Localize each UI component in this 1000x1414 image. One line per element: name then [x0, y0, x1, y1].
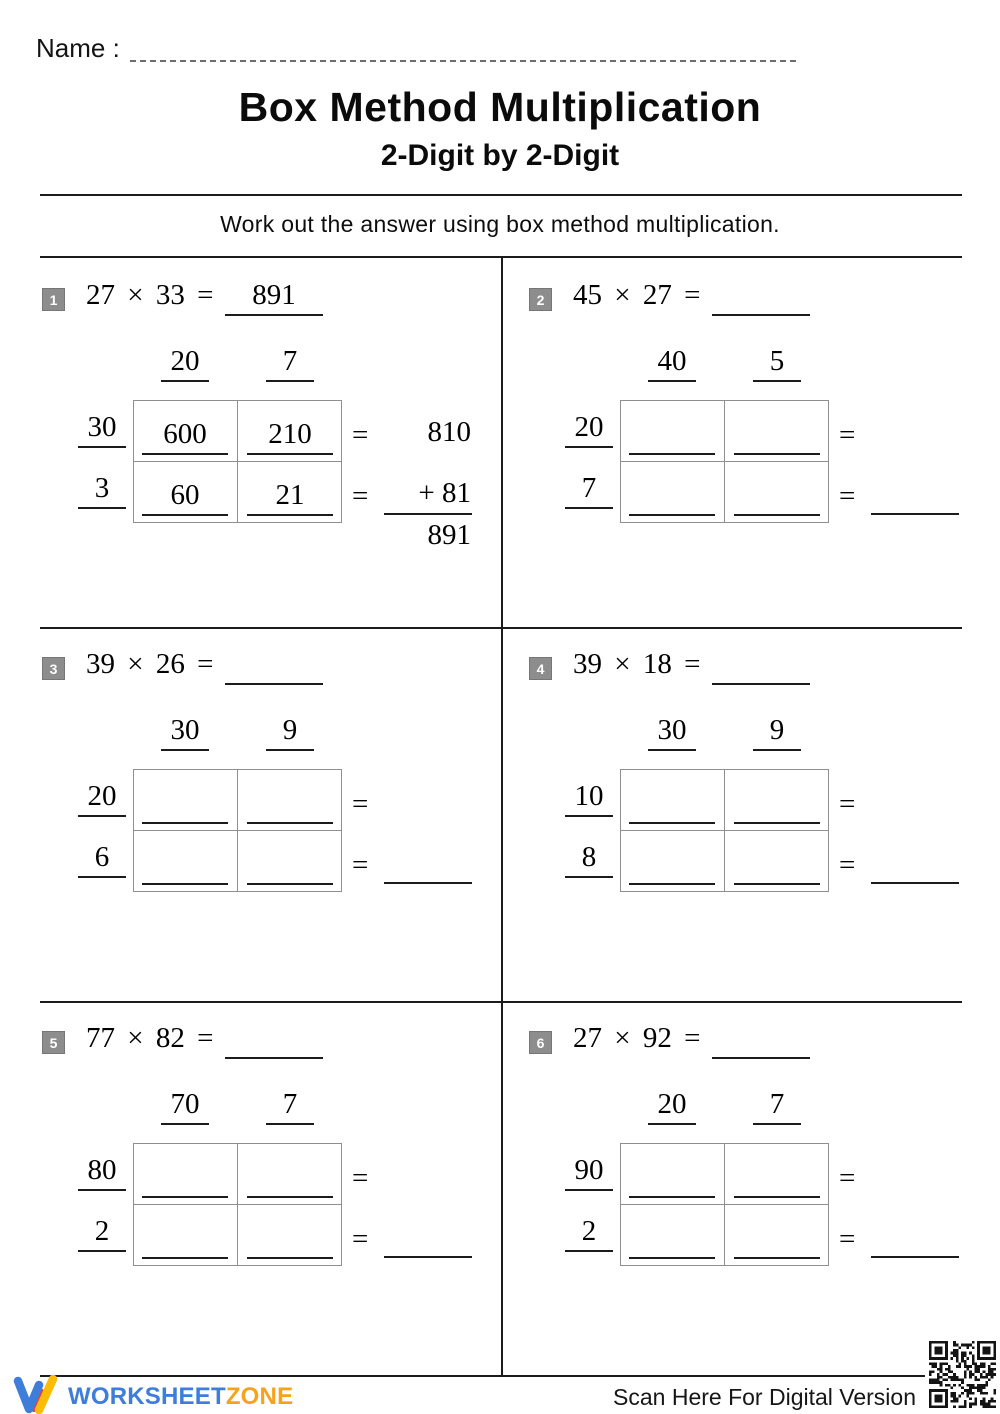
row-header-2: 8: [565, 840, 613, 878]
problem-5: [40, 1001, 500, 1361]
box-cell-1-2: 210: [247, 417, 333, 455]
total-blank-line: [384, 1256, 472, 1258]
problem-expression: 27 × 92 =: [573, 1022, 701, 1054]
box-cell-2-2: [247, 847, 333, 885]
page-subtitle: 2-Digit by 2-Digit: [380, 139, 620, 172]
column-header-1: 30: [161, 713, 209, 751]
equals-sign: =: [352, 788, 369, 820]
instruction-text: Work out the answer using box method multiplication.: [220, 211, 780, 237]
row-header-2: 2: [78, 1214, 126, 1252]
total-blank-line: [384, 513, 472, 515]
equals-sign: =: [839, 1223, 856, 1255]
equals-sign: =: [839, 1162, 856, 1194]
partial-product-1: 810: [427, 416, 471, 448]
brand-zone-text: ZONE: [225, 1383, 294, 1410]
box-cell-2-1: [142, 847, 228, 885]
box-horizontal-divider: [134, 461, 341, 463]
header-rule: [40, 194, 962, 196]
column-header-2: 9: [266, 713, 314, 751]
equals-sign: =: [839, 419, 856, 451]
box-cell-2-2: [734, 1221, 820, 1259]
partial-product-2: + 81: [418, 477, 471, 509]
answer-blank: [225, 1018, 323, 1059]
column-header-1: 20: [648, 1087, 696, 1125]
total-blank-line: [871, 513, 959, 515]
box-cell-1-1: 600: [142, 417, 228, 455]
page-title: Box Method Multiplication: [238, 84, 762, 130]
row-header-2: 2: [565, 1214, 613, 1252]
box-cell-2-2: [734, 847, 820, 885]
box-cell-2-1: [629, 1221, 715, 1259]
row-header-2: 7: [565, 471, 613, 509]
problem-4: [527, 627, 987, 987]
problem-expression: 45 × 27 =: [573, 279, 701, 311]
column-header-2: 7: [266, 344, 314, 382]
column-header-1: 40: [648, 344, 696, 382]
box-cell-1-2: [734, 417, 820, 455]
brand-worksheet-text: WORKSHEET: [68, 1383, 226, 1410]
box-cell-1-1: [142, 786, 228, 824]
problem-expression: 39 × 26 =: [86, 648, 214, 680]
box-horizontal-divider: [621, 461, 828, 463]
name-label: Name :: [36, 33, 120, 63]
equals-sign: =: [352, 480, 369, 512]
box-cell-2-1: 60: [142, 478, 228, 516]
problem-expression: 39 × 18 =: [573, 648, 701, 680]
qr-code: [925, 1337, 999, 1412]
column-header-2: 9: [753, 713, 801, 751]
box-cell-2-1: [629, 478, 715, 516]
row-header-1: 20: [565, 410, 613, 448]
column-header-2: 7: [753, 1087, 801, 1125]
answer-blank: [712, 644, 810, 685]
problem-number-badge: 1: [42, 288, 65, 311]
box-cell-2-2: [247, 1221, 333, 1259]
box-cell-1-1: [142, 1160, 228, 1198]
row-header-1: 30: [78, 410, 126, 448]
box-cell-1-2: [734, 786, 820, 824]
box-cell-1-2: [247, 786, 333, 824]
box-cell-2-1: [142, 1221, 228, 1259]
row-header-1: 90: [565, 1153, 613, 1191]
equals-sign: =: [839, 788, 856, 820]
equals-sign: =: [839, 480, 856, 512]
problem-6: [527, 1001, 987, 1361]
column-header-2: 5: [753, 344, 801, 382]
row-header-1: 20: [78, 779, 126, 817]
box-cell-1-1: [629, 1160, 715, 1198]
answer-blank: [712, 275, 810, 316]
column-header-1: 70: [161, 1087, 209, 1125]
box-cell-1-1: [629, 786, 715, 824]
problem-expression: 27 × 33 =: [86, 279, 214, 311]
scan-here-text: Scan Here For Digital Version: [613, 1384, 916, 1410]
total-blank-line: [871, 882, 959, 884]
row-header-2: 6: [78, 840, 126, 878]
name-blank-line: [130, 34, 796, 62]
box-cell-2-2: 21: [247, 478, 333, 516]
total-value: 891: [427, 519, 471, 551]
problem-number-badge: 3: [42, 657, 65, 680]
equals-sign: =: [352, 849, 369, 881]
qr-code-svg: [929, 1341, 996, 1408]
equals-sign: =: [352, 1223, 369, 1255]
box-horizontal-divider: [134, 1204, 341, 1206]
equals-sign: =: [352, 1162, 369, 1194]
problem-3: [40, 627, 500, 987]
equals-sign: =: [839, 849, 856, 881]
problem-number-badge: 6: [529, 1031, 552, 1054]
box-cell-1-2: [734, 1160, 820, 1198]
box-cell-2-1: [629, 847, 715, 885]
brand-logo-text: [68, 1383, 293, 1411]
total-blank-line: [871, 1256, 959, 1258]
problem-number-badge: 4: [529, 657, 552, 680]
column-header-2: 7: [266, 1087, 314, 1125]
box-horizontal-divider: [134, 830, 341, 832]
box-cell-2-2: [734, 478, 820, 516]
answer-blank: [712, 1018, 810, 1059]
column-divider: [501, 256, 503, 1377]
row-header-1: 80: [78, 1153, 126, 1191]
column-header-1: 20: [161, 344, 209, 382]
answer-blank: 891: [225, 275, 323, 316]
problem-expression: 77 × 82 =: [86, 1022, 214, 1054]
equals-sign: =: [352, 419, 369, 451]
problem-1: [40, 258, 500, 618]
box-horizontal-divider: [621, 1204, 828, 1206]
problem-number-badge: 2: [529, 288, 552, 311]
total-blank-line: [384, 882, 472, 884]
row-header-1: 10: [565, 779, 613, 817]
worksheetzone-w-logo-icon: [12, 1375, 62, 1414]
box-horizontal-divider: [621, 830, 828, 832]
problem-number-badge: 5: [42, 1031, 65, 1054]
row-header-2: 3: [78, 471, 126, 509]
problem-2: [527, 258, 987, 618]
box-cell-1-1: [629, 417, 715, 455]
answer-blank: [225, 644, 323, 685]
column-header-1: 30: [648, 713, 696, 751]
box-cell-1-2: [247, 1160, 333, 1198]
